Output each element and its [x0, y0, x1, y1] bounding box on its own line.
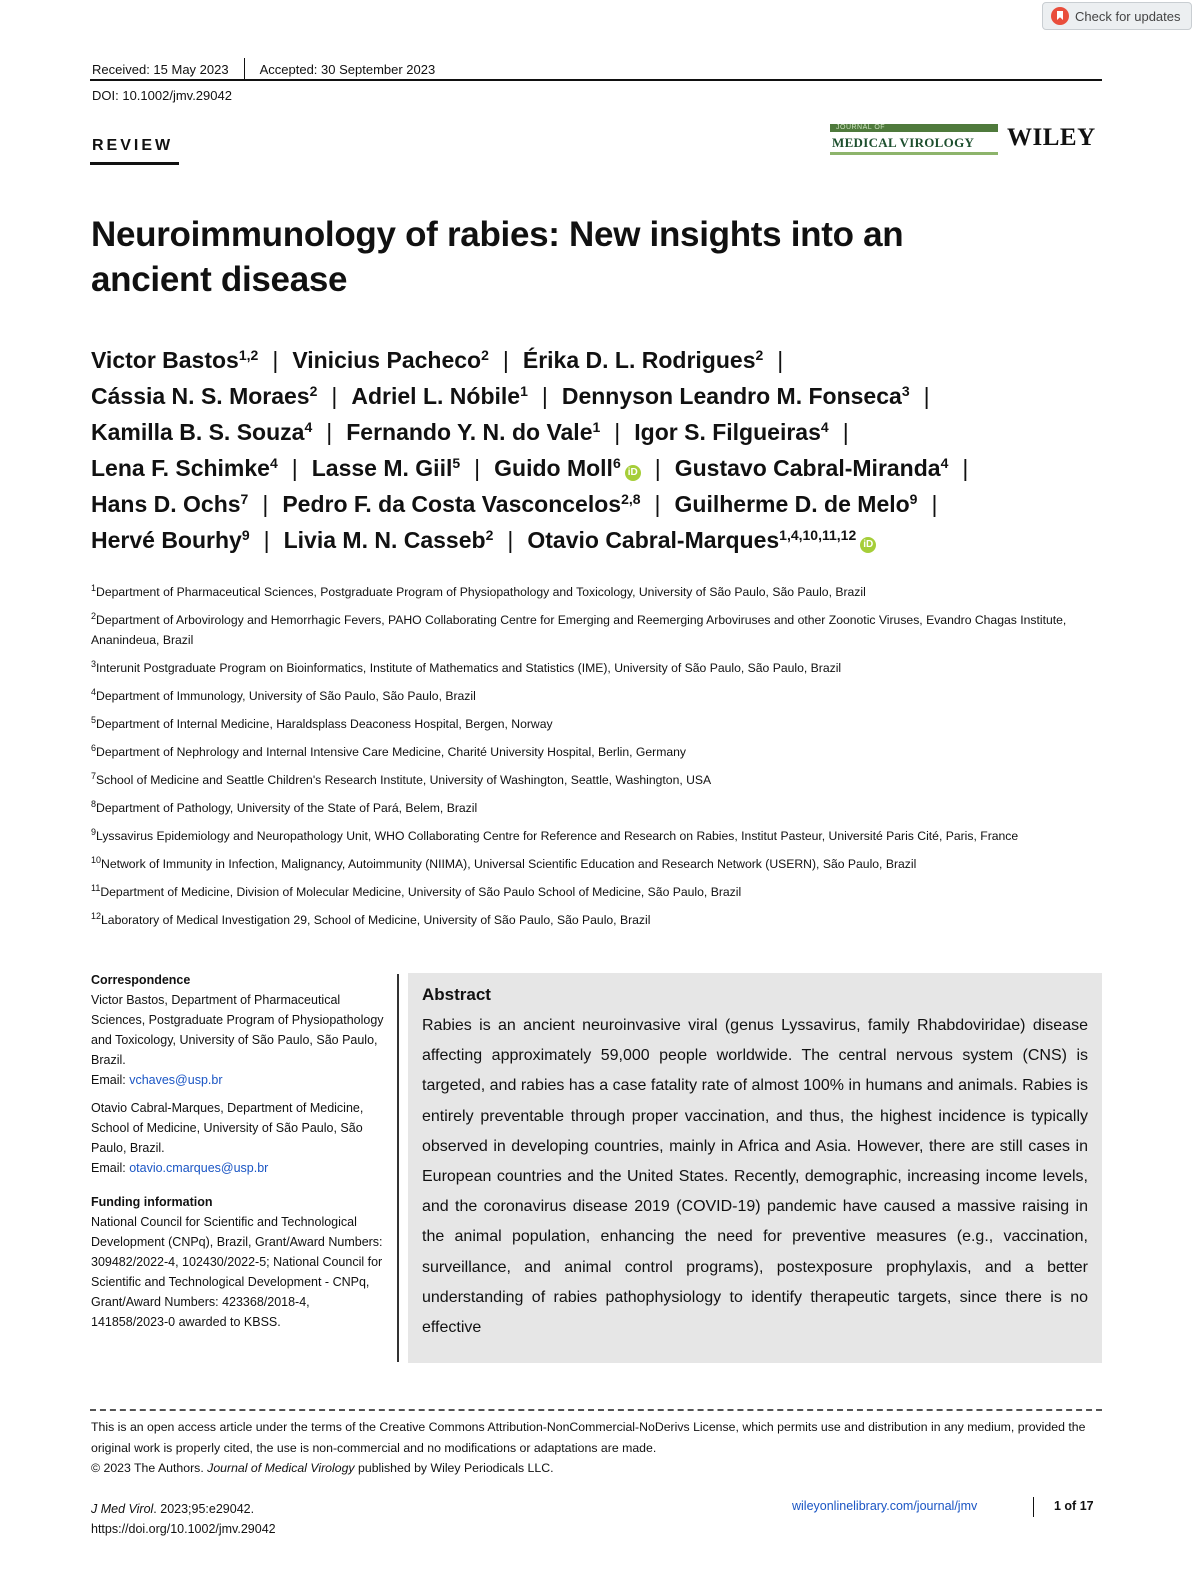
affiliation [91, 714, 1103, 734]
author-name: Livia M. N. Casseb [283, 527, 486, 553]
author-name: Gustavo Cabral-Miranda [674, 455, 941, 481]
affiliation-list [91, 582, 1103, 938]
affiliation-number: 1 [91, 583, 97, 593]
page-number: 1 of 17 [1054, 1499, 1094, 1513]
affiliation-number: 10 [91, 855, 102, 865]
author-separator: | [331, 383, 338, 409]
author[interactable] [351, 383, 527, 409]
affiliation-text: Department of Internal Medicine, Haraldsplass Deaconess Hospital, Bergen, Norway [96, 717, 553, 731]
author[interactable] [91, 455, 278, 481]
author[interactable] [675, 491, 918, 517]
author-separator: | [474, 455, 481, 481]
author-affiliation-number: 9 [909, 491, 918, 507]
email-link[interactable]: otavio.cmarques@usp.br [129, 1161, 269, 1175]
journal-site-link[interactable]: wileyonlinelibrary.com/journal/jmv [792, 1499, 978, 1513]
author-separator: | [502, 347, 509, 373]
doi: DOI: 10.1002/jmv.29042 [92, 88, 232, 103]
author[interactable] [634, 419, 828, 445]
author-name: Victor Bastos [91, 347, 239, 373]
author-line [91, 486, 1103, 522]
author[interactable] [284, 527, 494, 553]
author-separator: | [541, 383, 548, 409]
affiliation-text: Department of Medicine, Division of Molecular Medicine, University of São Paulo School of Medicine, São Paulo, Brazil [100, 885, 742, 899]
abstract-box [408, 973, 1102, 1363]
orcid-icon[interactable]: iD [625, 465, 641, 481]
author-separator: | [507, 527, 514, 553]
article-type-underline [90, 162, 179, 165]
author[interactable] [494, 455, 641, 481]
correspondence-entry-2: Otavio Cabral-Marques, Department of Medicine, School of Medicine, University of São Paulo, São Paulo, Brazil. Email: otavio.cmarques@usp.br [91, 1101, 364, 1175]
affiliation-number: 12 [91, 911, 102, 921]
author-name: Fernando Y. N. do Vale [346, 419, 593, 445]
affiliation-text: Interunit Postgraduate Program on Bioinformatics, Institute of Mathematics and Statistics (IME), University of São Paulo, São Paulo, Brazil [96, 661, 842, 675]
author-separator: | [326, 419, 333, 445]
author[interactable] [91, 491, 248, 517]
author-list [91, 342, 1103, 558]
author-separator: | [777, 347, 784, 373]
author-line [91, 378, 1103, 414]
author-separator: | [842, 419, 849, 445]
author-affiliation-number: 4 [304, 419, 313, 435]
journal-logo [830, 124, 998, 156]
email-link[interactable]: vchaves@usp.br [129, 1073, 223, 1087]
correspondence-heading: Correspondence [91, 973, 191, 987]
author-name: Lena F. Schimke [91, 455, 270, 481]
author-affiliation-number: 6 [612, 455, 621, 471]
dates-divider [244, 58, 245, 80]
affiliation-number: 2 [91, 611, 97, 621]
author-name: Guilherme D. de Melo [674, 491, 910, 517]
affiliation-number: 3 [91, 659, 97, 669]
received-date: Received: 15 May 2023 [92, 61, 229, 77]
author-affiliation-number: 7 [240, 491, 249, 507]
author-separator: | [654, 491, 661, 517]
affiliation-number: 5 [91, 715, 97, 725]
author-affiliation-number: 4 [269, 455, 278, 471]
abstract-heading: Abstract [422, 985, 491, 1004]
affiliation [91, 582, 1103, 602]
column-divider [397, 974, 399, 1362]
author[interactable] [312, 455, 460, 481]
author-name: Dennyson Leandro M. Fonseca [561, 383, 902, 409]
article-type: REVIEW [92, 137, 174, 154]
affiliation-text: School of Medicine and Seattle Children's Research Institute, University of Washington, Seattle, Washington, USA [96, 773, 712, 787]
affiliation [91, 610, 1103, 650]
author[interactable] [523, 347, 763, 373]
funding-heading: Funding information [91, 1195, 213, 1209]
author-separator: | [931, 491, 938, 517]
author[interactable] [675, 455, 949, 481]
author-affiliation-number: 2,8 [621, 491, 641, 507]
author-line [91, 450, 1103, 486]
author-line [91, 522, 1103, 558]
article-dates [92, 58, 435, 80]
affiliation [91, 910, 1103, 930]
author-name: Kamilla B. S. Souza [91, 419, 305, 445]
author-separator: | [262, 491, 269, 517]
author-affiliation-number: 2 [485, 527, 494, 543]
author-separator: | [614, 419, 621, 445]
author-separator: | [962, 455, 969, 481]
footer-divider [1033, 1497, 1034, 1517]
author-separator: | [272, 347, 279, 373]
author-separator: | [923, 383, 930, 409]
affiliation-text: Department of Immunology, University of São Paulo, São Paulo, Brazil [96, 689, 476, 703]
check-for-updates-button[interactable] [1042, 2, 1192, 30]
funding-text: National Council for Scientific and Technological Development (CNPq), Brazil, Grant/Award Numbers: 309482/2022-4, 102430/2022-5; National Council for Scientific and Technological Development - CNPq, Grant/Award Numbers: 423368/2018-4, 141858/2023-0 awarded to KBSS. [91, 1215, 383, 1329]
affiliation-text: Department of Pathology, University of the State of Pará, Belem, Brazil [96, 801, 478, 815]
journal-logo-small: JOURNAL OF [830, 124, 998, 132]
affiliation [91, 826, 1103, 846]
author-separator: | [654, 455, 661, 481]
abstract-text: Rabies is an ancient neuroinvasive viral (genus Lyssavirus, family Rhabdoviridae) disease affecting approximately 59,000 people worldwide. The central nervous system (CNS) is targeted, and rabies has a case fatality rate of almost 100% in humans and animals. Rabies is entirely preventable through proper vaccination, and thus, the highest incidence is typically observed in developing countries, mainly in Africa and Asia. However, there are still cases in European countries and the United States. Recently, demographic, increasing income levels, and the coronavirus disease 2019 (COVID-19) pandemic have caused a massive raising in the animal population, enhancing the need for preventive measures (e.g., vaccination, surveillance, and animal control programs), postexposure prophylaxis, and a better understanding of rabies pathophysiology to identify therapeutic targets, since there is no effective [422, 1017, 1088, 1337]
author-line [91, 342, 1103, 378]
affiliation-text: Laboratory of Medical Investigation 29, School of Medicine, University of São Paulo, São Paulo, Brazil [101, 913, 651, 927]
author[interactable] [346, 419, 600, 445]
author-affiliation-number: 4 [820, 419, 829, 435]
doi-url[interactable]: https://doi.org/10.1002/jmv.29042 [91, 1522, 276, 1536]
author-affiliation-number: 1 [592, 419, 601, 435]
author[interactable] [91, 527, 250, 553]
author-affiliation-number: 1 [520, 383, 528, 399]
author-affiliation-number: 3 [901, 383, 910, 399]
author-name: Érika D. L. Rodrigues [522, 347, 756, 373]
bookmark-icon [1051, 7, 1069, 25]
correspondence-entry-1: Victor Bastos, Department of Pharmaceutical Sciences, Postgraduate Program of Physiopathology and Toxicology, University of São Paulo, São Paulo, Brazil. Email: vchaves@usp.br [91, 993, 384, 1087]
license-divider [90, 1409, 1102, 1411]
author-separator: | [263, 527, 270, 553]
affiliation-text: Network of Immunity in Infection, Malignancy, Autoimmunity (NIIMA), Universal Scientific Education and Research Network (USERN), São Paulo, Brazil [101, 857, 917, 871]
author-line [91, 414, 1103, 450]
author-affiliation-number: 2 [755, 347, 764, 363]
license-notice [91, 1417, 1103, 1479]
journal-logo-name: MEDICAL VIROLOGY [832, 135, 975, 150]
author-affiliation-number: 4 [940, 455, 949, 471]
copyright-line: © 2023 The Authors. Journal of Medical Virology published by Wiley Periodicals LLC. [91, 1461, 554, 1475]
author-name: Vinicius Pacheco [292, 347, 482, 373]
journal-abbr: J Med Virol [91, 1502, 154, 1516]
affiliation-number: 6 [91, 743, 97, 753]
affiliation-number: 11 [91, 883, 101, 893]
affiliation [91, 770, 1103, 790]
affiliation-number: 4 [91, 687, 97, 697]
author-affiliation-number: 9 [241, 527, 250, 543]
article-title: Neuroimmunology of rabies: New insights into an ancient disease [91, 215, 904, 299]
author-name: Igor S. Filgueiras [634, 419, 821, 445]
affiliation-text: Department of Pharmaceutical Sciences, Postgraduate Program of Physiopathology and Toxicology, University of São Paulo, São Paulo, Brazil [96, 585, 866, 599]
author[interactable] [91, 347, 258, 373]
affiliation [91, 658, 1103, 678]
author-affiliation-number: 2 [309, 383, 318, 399]
affiliation-number: 7 [91, 771, 97, 781]
author-name: Hervé Bourhy [91, 527, 242, 553]
author-name: Lasse M. Giil [311, 455, 453, 481]
author-separator: | [291, 455, 298, 481]
affiliation-text: Department of Nephrology and Internal Intensive Care Medicine, Charité University Hospital, Berlin, Germany [96, 745, 687, 759]
affiliation [91, 882, 1103, 902]
author-name: Cássia N. S. Moraes [91, 383, 310, 409]
author-name: Otavio Cabral-Marques [527, 527, 780, 553]
affiliation [91, 686, 1103, 706]
publisher-logo: WILEY [1007, 124, 1096, 151]
author-affiliation-number: 1,4,10,11,12 [779, 527, 857, 543]
side-notes [91, 970, 386, 1332]
affiliation [91, 798, 1103, 818]
author[interactable] [562, 383, 910, 409]
author[interactable] [292, 347, 489, 373]
author[interactable] [282, 491, 640, 517]
author-name: Hans D. Ochs [91, 491, 241, 517]
affiliation [91, 854, 1103, 874]
accepted-date: Accepted: 30 September 2023 [259, 61, 436, 77]
author[interactable] [91, 383, 317, 409]
orcid-icon[interactable]: iD [860, 537, 876, 553]
author-affiliation-number: 5 [452, 455, 461, 471]
check-for-updates-label: Check for updates [1075, 8, 1181, 24]
author[interactable] [527, 527, 876, 553]
author-name: Guido Moll [494, 455, 613, 481]
affiliation-number: 8 [91, 799, 97, 809]
author-affiliation-number: 1,2 [238, 347, 259, 363]
author[interactable] [91, 419, 312, 445]
affiliation-number: 9 [91, 827, 97, 837]
affiliation-text: Lyssavirus Epidemiology and Neuropathology Unit, WHO Collaborating Centre for Reference and Research on Rabies, Institut Pasteur, Université Paris Cité, Paris, France [96, 829, 1019, 843]
license-text: This is an open access article under the terms of the Creative Commons Attribution-NonCommercial-NoDerivs License, which permits use and distribution in any medium, provided the original work is properly cited, the use is non-commercial and no modifications or adaptations are made. [91, 1420, 1086, 1455]
affiliation [91, 742, 1103, 762]
affiliation-text: Department of Arbovirology and Hemorrhagic Fevers, PAHO Collaborating Centre for Emerging and Reemerging Arboviruses and other Zoonotic Viruses, Evandro Chagas Institute, Ananindeua, Brazil [91, 613, 1067, 647]
author-name: Pedro F. da Costa Vasconcelos [282, 491, 622, 517]
header-rule [90, 79, 1102, 81]
author-name: Adriel L. Nóbile [351, 383, 521, 409]
author-affiliation-number: 2 [481, 347, 489, 363]
citation: J Med Virol. 2023;95:e29042. https://doi.org/10.1002/jmv.29042 [91, 1499, 276, 1539]
